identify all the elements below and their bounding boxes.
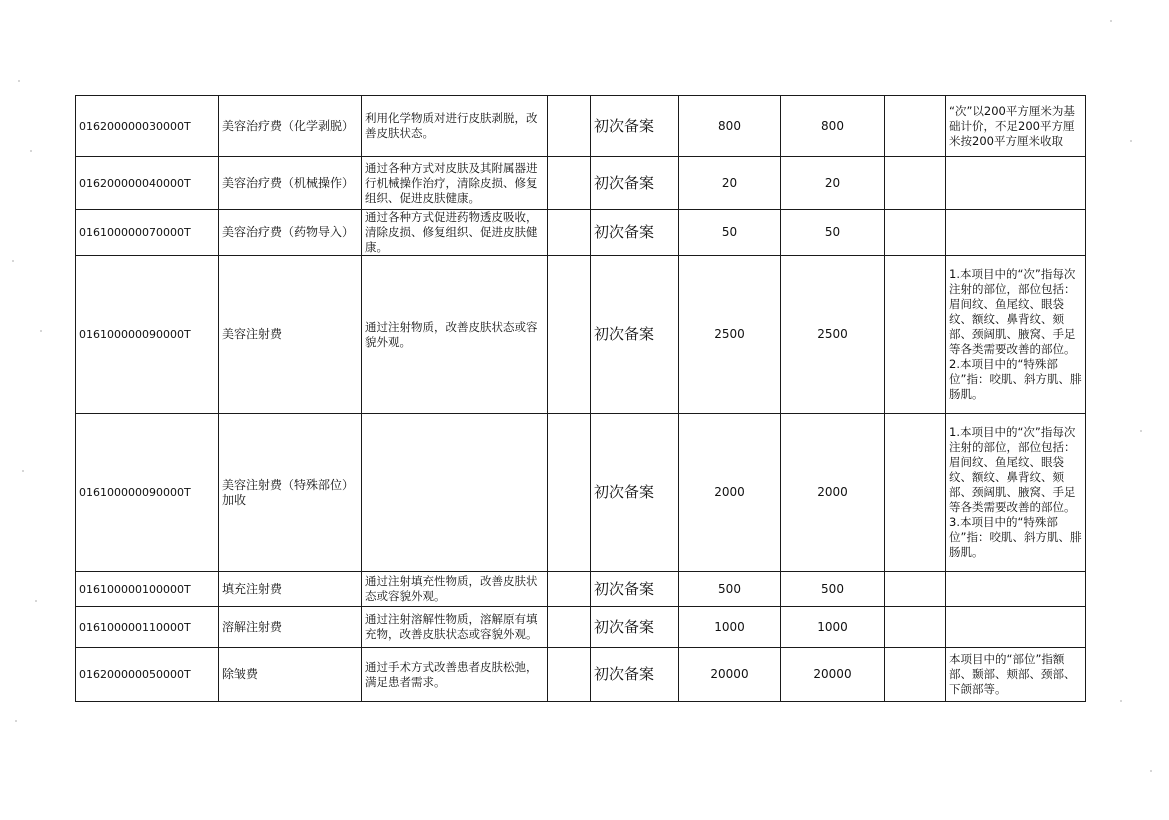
item-name: 美容治疗费（药物导入） [219, 210, 362, 256]
scan-speck [15, 720, 17, 722]
scan-speck [35, 600, 37, 602]
filing-status: 初次备案 [591, 572, 679, 607]
filing-status: 初次备案 [591, 414, 679, 572]
item-description [362, 414, 548, 572]
filing-status: 初次备案 [591, 256, 679, 414]
empty-cell [548, 210, 591, 256]
item-name: 美容治疗费（化学剥脱） [219, 96, 362, 157]
table-row [76, 648, 1086, 702]
price-cell: 500 [679, 572, 781, 607]
empty-cell [885, 648, 946, 702]
item-note [946, 157, 1086, 210]
empty-cell [548, 607, 591, 648]
item-code: 016200000030000T [76, 96, 219, 157]
filing-status: 初次备案 [591, 607, 679, 648]
empty-cell [885, 572, 946, 607]
item-note [946, 572, 1086, 607]
item-code: 016100000090000T [76, 256, 219, 414]
price-cell: 20000 [781, 648, 885, 702]
filing-status: 初次备案 [591, 648, 679, 702]
item-name: 除皱费 [219, 648, 362, 702]
scan-speck [22, 470, 24, 472]
empty-cell [885, 607, 946, 648]
price-cell: 50 [679, 210, 781, 256]
empty-cell [548, 157, 591, 210]
item-code: 016200000040000T [76, 157, 219, 210]
item-code: 016100000070000T [76, 210, 219, 256]
scan-speck [1140, 430, 1142, 432]
empty-cell [548, 414, 591, 572]
fee-table [75, 95, 1086, 702]
empty-cell [548, 648, 591, 702]
table-body [76, 96, 1086, 702]
table-row [76, 414, 1086, 572]
item-description: 通过各种方式促进药物透皮吸收，清除皮损、修复组织、促进皮肤健康。 [362, 210, 548, 256]
price-cell: 20 [679, 157, 781, 210]
item-note [946, 607, 1086, 648]
price-cell: 1000 [781, 607, 885, 648]
scan-speck [1150, 770, 1152, 772]
scan-speck [12, 260, 14, 262]
item-code: 016100000100000T [76, 572, 219, 607]
empty-cell [548, 572, 591, 607]
empty-cell [548, 256, 591, 414]
price-cell: 1000 [679, 607, 781, 648]
item-note: 本项目中的“部位”指额部、颞部、颊部、颈部、下颌部等。 [946, 648, 1086, 702]
price-cell: 800 [679, 96, 781, 157]
empty-cell [885, 210, 946, 256]
empty-cell [885, 256, 946, 414]
item-name: 美容治疗费（机械操作） [219, 157, 362, 210]
scan-speck [1120, 700, 1122, 702]
scan-speck [1110, 20, 1112, 22]
price-cell: 2500 [781, 256, 885, 414]
empty-cell [548, 96, 591, 157]
price-cell: 500 [781, 572, 885, 607]
item-description: 通过注射物质，改善皮肤状态或容貌外观。 [362, 256, 548, 414]
price-cell: 800 [781, 96, 885, 157]
item-code: 016100000090000T [76, 414, 219, 572]
item-note [946, 210, 1086, 256]
filing-status: 初次备案 [591, 96, 679, 157]
empty-cell [885, 414, 946, 572]
table-row [76, 256, 1086, 414]
item-code: 016200000050000T [76, 648, 219, 702]
price-cell: 2500 [679, 256, 781, 414]
price-cell: 2000 [781, 414, 885, 572]
scan-speck [1130, 140, 1132, 142]
price-cell: 20000 [679, 648, 781, 702]
table-row [76, 572, 1086, 607]
table-row [76, 607, 1086, 648]
price-cell: 20 [781, 157, 885, 210]
filing-status: 初次备案 [591, 157, 679, 210]
item-name: 填充注射费 [219, 572, 362, 607]
price-cell: 50 [781, 210, 885, 256]
filing-status: 初次备案 [591, 210, 679, 256]
empty-cell [885, 157, 946, 210]
item-name: 溶解注射费 [219, 607, 362, 648]
item-description: 通过注射溶解性物质，溶解原有填充物，改善皮肤状态或容貌外观。 [362, 607, 548, 648]
item-description: 通过各种方式对皮肤及其附属器进行机械操作治疗，清除皮损、修复组织、促进皮肤健康。 [362, 157, 548, 210]
price-cell: 2000 [679, 414, 781, 572]
item-name: 美容注射费（特殊部位）加收 [219, 414, 362, 572]
item-note: 1.本项目中的“次”指每次注射的部位，部位包括：眉间纹、鱼尾纹、眼袋纹、额纹、鼻背纹、颏部、颈阔肌、腋窝、手足等各类需要改善的部位。 2.本项目中的“特殊部位”指：咬肌、斜方肌、腓肠肌。 [946, 256, 1086, 414]
scan-speck [18, 80, 20, 82]
item-code: 016100000110000T [76, 607, 219, 648]
scan-speck [30, 150, 32, 152]
item-note: 1.本项目中的“次”指每次注射的部位，部位包括：眉间纹、鱼尾纹、眼袋纹、额纹、鼻背纹、颏部、颈阔肌、腋窝、手足等各类需要改善的部位。 3.本项目中的“特殊部位”指：咬肌、斜方肌、腓肠肌。 [946, 414, 1086, 572]
table-row [76, 157, 1086, 210]
scan-speck [40, 330, 42, 332]
item-name: 美容注射费 [219, 256, 362, 414]
item-note: “次”以200平方厘米为基础计价，不足200平方厘米按200平方厘米收取 [946, 96, 1086, 157]
item-description: 通过注射填充性物质，改善皮肤状态或容貌外观。 [362, 572, 548, 607]
item-description: 利用化学物质对进行皮肤剥脱，改善皮肤状态。 [362, 96, 548, 157]
item-description: 通过手术方式改善患者皮肤松弛，满足患者需求。 [362, 648, 548, 702]
empty-cell [885, 96, 946, 157]
table-row [76, 210, 1086, 256]
table-row [76, 96, 1086, 157]
